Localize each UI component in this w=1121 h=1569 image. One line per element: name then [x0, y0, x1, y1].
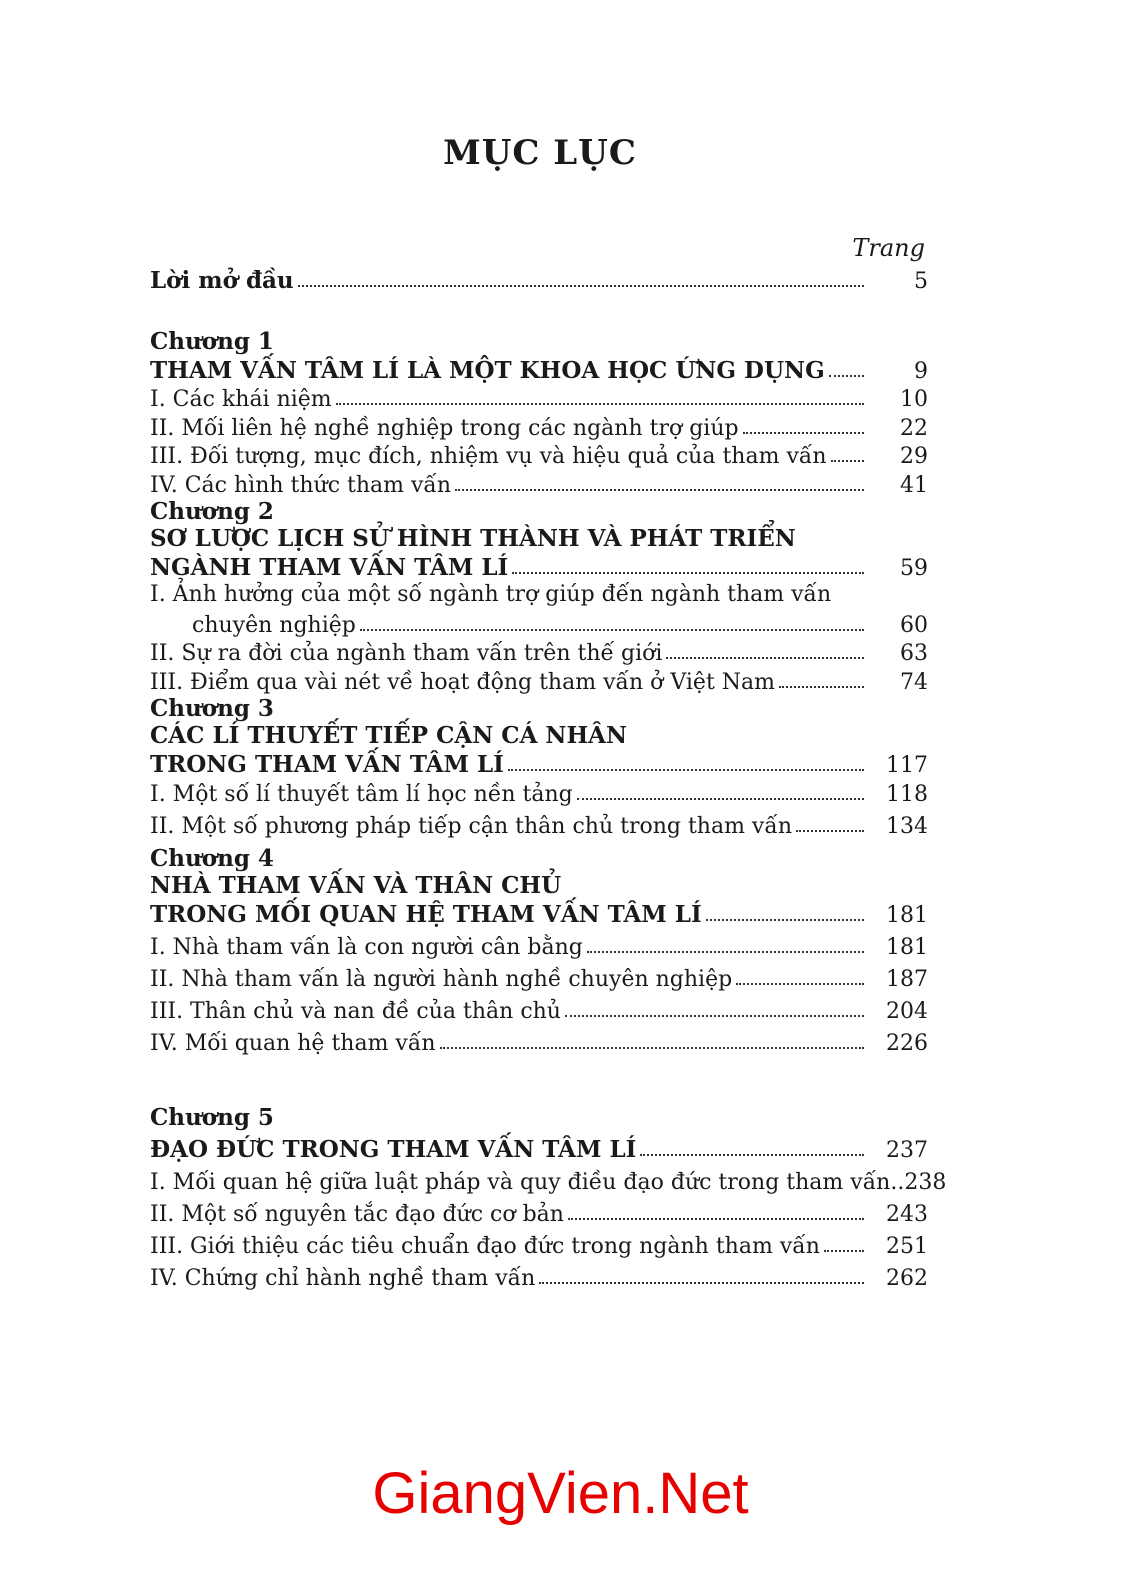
dot-leader	[743, 432, 864, 434]
toc-item: IV. Các hình thức tham vấn 41	[150, 472, 928, 498]
dot-leader	[568, 1218, 864, 1220]
toc-page-number: 22	[900, 415, 928, 441]
toc-page-number: 238	[904, 1170, 947, 1195]
toc-item: III. Thân chủ và nan đề của thân chủ 204	[150, 999, 928, 1024]
watermark-text: GiangVien.Net	[372, 1461, 749, 1526]
toc-page-number: 181	[886, 935, 928, 960]
dot-leader	[298, 285, 864, 287]
dot-leader	[706, 919, 864, 921]
toc-item: II. Mối liên hệ nghề nghiệp trong các ngành trợ giúp 22	[150, 415, 928, 441]
chapter-title-line: SƠ LƯỢC LỊCH SỬ HÌNH THÀNH VÀ PHÁT TRIỂN	[150, 524, 796, 552]
dot-leader	[336, 403, 864, 405]
chapter-heading: Chương 1	[150, 328, 274, 355]
chapter-heading: Chương 5	[150, 1104, 274, 1131]
dot-leader	[508, 769, 864, 771]
dot-leader	[512, 572, 864, 574]
dot-leader	[587, 951, 864, 953]
dot-leader	[455, 489, 864, 491]
chapter-title: NGÀNH THAM VẤN TÂM LÍ 59	[150, 554, 928, 581]
dot-leader	[577, 798, 864, 800]
toc-page-number: 41	[900, 472, 928, 498]
toc-item: III. Điểm qua vài nét về hoạt động tham vấn ở Việt Nam 74	[150, 669, 928, 695]
toc-page-number: 181	[886, 903, 928, 928]
toc-item: III. Đối tượng, mục đích, nhiệm vụ và hiệu quả của tham vấn 29	[150, 444, 928, 469]
dot-leader	[779, 686, 864, 688]
chapter-title: ĐẠO ĐỨC TRONG THAM VẤN TÂM LÍ 237	[150, 1136, 928, 1163]
toc-item: II. Sự ra đời của ngành tham vấn trên thế giới 63	[150, 641, 928, 666]
toc-page-number: 5	[914, 269, 928, 294]
toc-page-number: 10	[900, 387, 928, 412]
toc-item: I. Các khái niệm 10	[150, 387, 928, 412]
table-of-contents	[150, 262, 947, 1291]
chapter-title: THAM VẤN TÂM LÍ LÀ MỘT KHOA HỌC ỨNG DỤNG 9	[150, 356, 928, 384]
toc-page-number: 134	[886, 813, 928, 839]
toc-page-number: 262	[886, 1266, 928, 1291]
toc-item: II. Một số nguyên tắc đạo đức cơ bản 243	[150, 1202, 928, 1227]
dot-leader	[360, 629, 864, 631]
dot-leader	[440, 1047, 864, 1049]
toc-page-number: 204	[886, 999, 928, 1024]
toc-item: I. Nhà tham vấn là con người cân bằng 181	[150, 935, 928, 960]
toc-page-number: 118	[886, 781, 928, 807]
dot-leader	[539, 1282, 864, 1284]
toc-page-number: 9	[914, 358, 928, 384]
chapter-title-line: CÁC LÍ THUYẾT TIẾP CẬN CÁ NHÂN	[150, 721, 628, 749]
dot-leader	[736, 983, 864, 985]
toc-item: chuyên nghiệp 60	[192, 612, 928, 638]
chapter-title-line: NHÀ THAM VẤN VÀ THÂN CHỦ	[150, 871, 562, 899]
toc-entry-intro	[150, 262, 928, 294]
toc-page-number: 74	[900, 669, 928, 695]
dot-leader	[796, 830, 864, 832]
toc-item-line: I. Ảnh hưởng của một số ngành trợ giúp đến ngành tham vấn	[150, 582, 832, 607]
toc-page-number: 117	[886, 753, 928, 778]
toc-item: II. Một số phương pháp tiếp cận thân chủ trong tham vấn 134	[150, 813, 928, 839]
toc-item: I. Một số lí thuyết tâm lí học nền tảng 118	[150, 781, 928, 807]
dot-leader	[829, 375, 864, 377]
page-title: MỤC LỤC	[443, 133, 637, 173]
toc-page-number: 29	[900, 444, 928, 469]
toc-page-number: 226	[886, 1031, 928, 1056]
toc-page-number: 237	[886, 1138, 928, 1163]
toc-page-number: 63	[900, 641, 928, 666]
toc-page-number: 243	[886, 1202, 928, 1227]
dot-leader	[640, 1154, 864, 1156]
toc-item: IV. Mối quan hệ tham vấn 226	[150, 1031, 928, 1056]
dot-leader	[666, 657, 864, 659]
toc-page-number: 251	[886, 1234, 928, 1259]
chapter-heading: Chương 3	[150, 694, 274, 722]
chapter-title: TRONG MỐI QUAN HỆ THAM VẤN TÂM LÍ 181	[150, 901, 928, 928]
page-column-header: Trang	[852, 234, 925, 262]
chapter-heading: Chương 2	[150, 497, 274, 525]
chapter-title: TRONG THAM VẤN TÂM LÍ 117	[150, 751, 928, 778]
dot-leader	[831, 460, 864, 462]
toc-page-number: 60	[900, 612, 928, 638]
toc-page-number: 59	[900, 556, 928, 581]
dot-leader	[824, 1250, 864, 1252]
toc-page-number: 187	[886, 967, 928, 992]
toc-item: II. Nhà tham vấn là người hành nghề chuyên nghiệp 187	[150, 967, 928, 992]
dot-leader	[565, 1015, 864, 1017]
toc-item: I. Mối quan hệ giữa luật pháp và quy điều đạo đức trong tham vấn.. 238	[150, 1170, 947, 1195]
toc-entry-label: Lời mở đầu	[150, 267, 294, 294]
toc-item: III. Giới thiệu các tiêu chuẩn đạo đức trong ngành tham vấn 251	[150, 1234, 928, 1259]
chapter-heading: Chương 4	[150, 844, 274, 872]
toc-item: IV. Chứng chỉ hành nghề tham vấn 262	[150, 1266, 928, 1291]
